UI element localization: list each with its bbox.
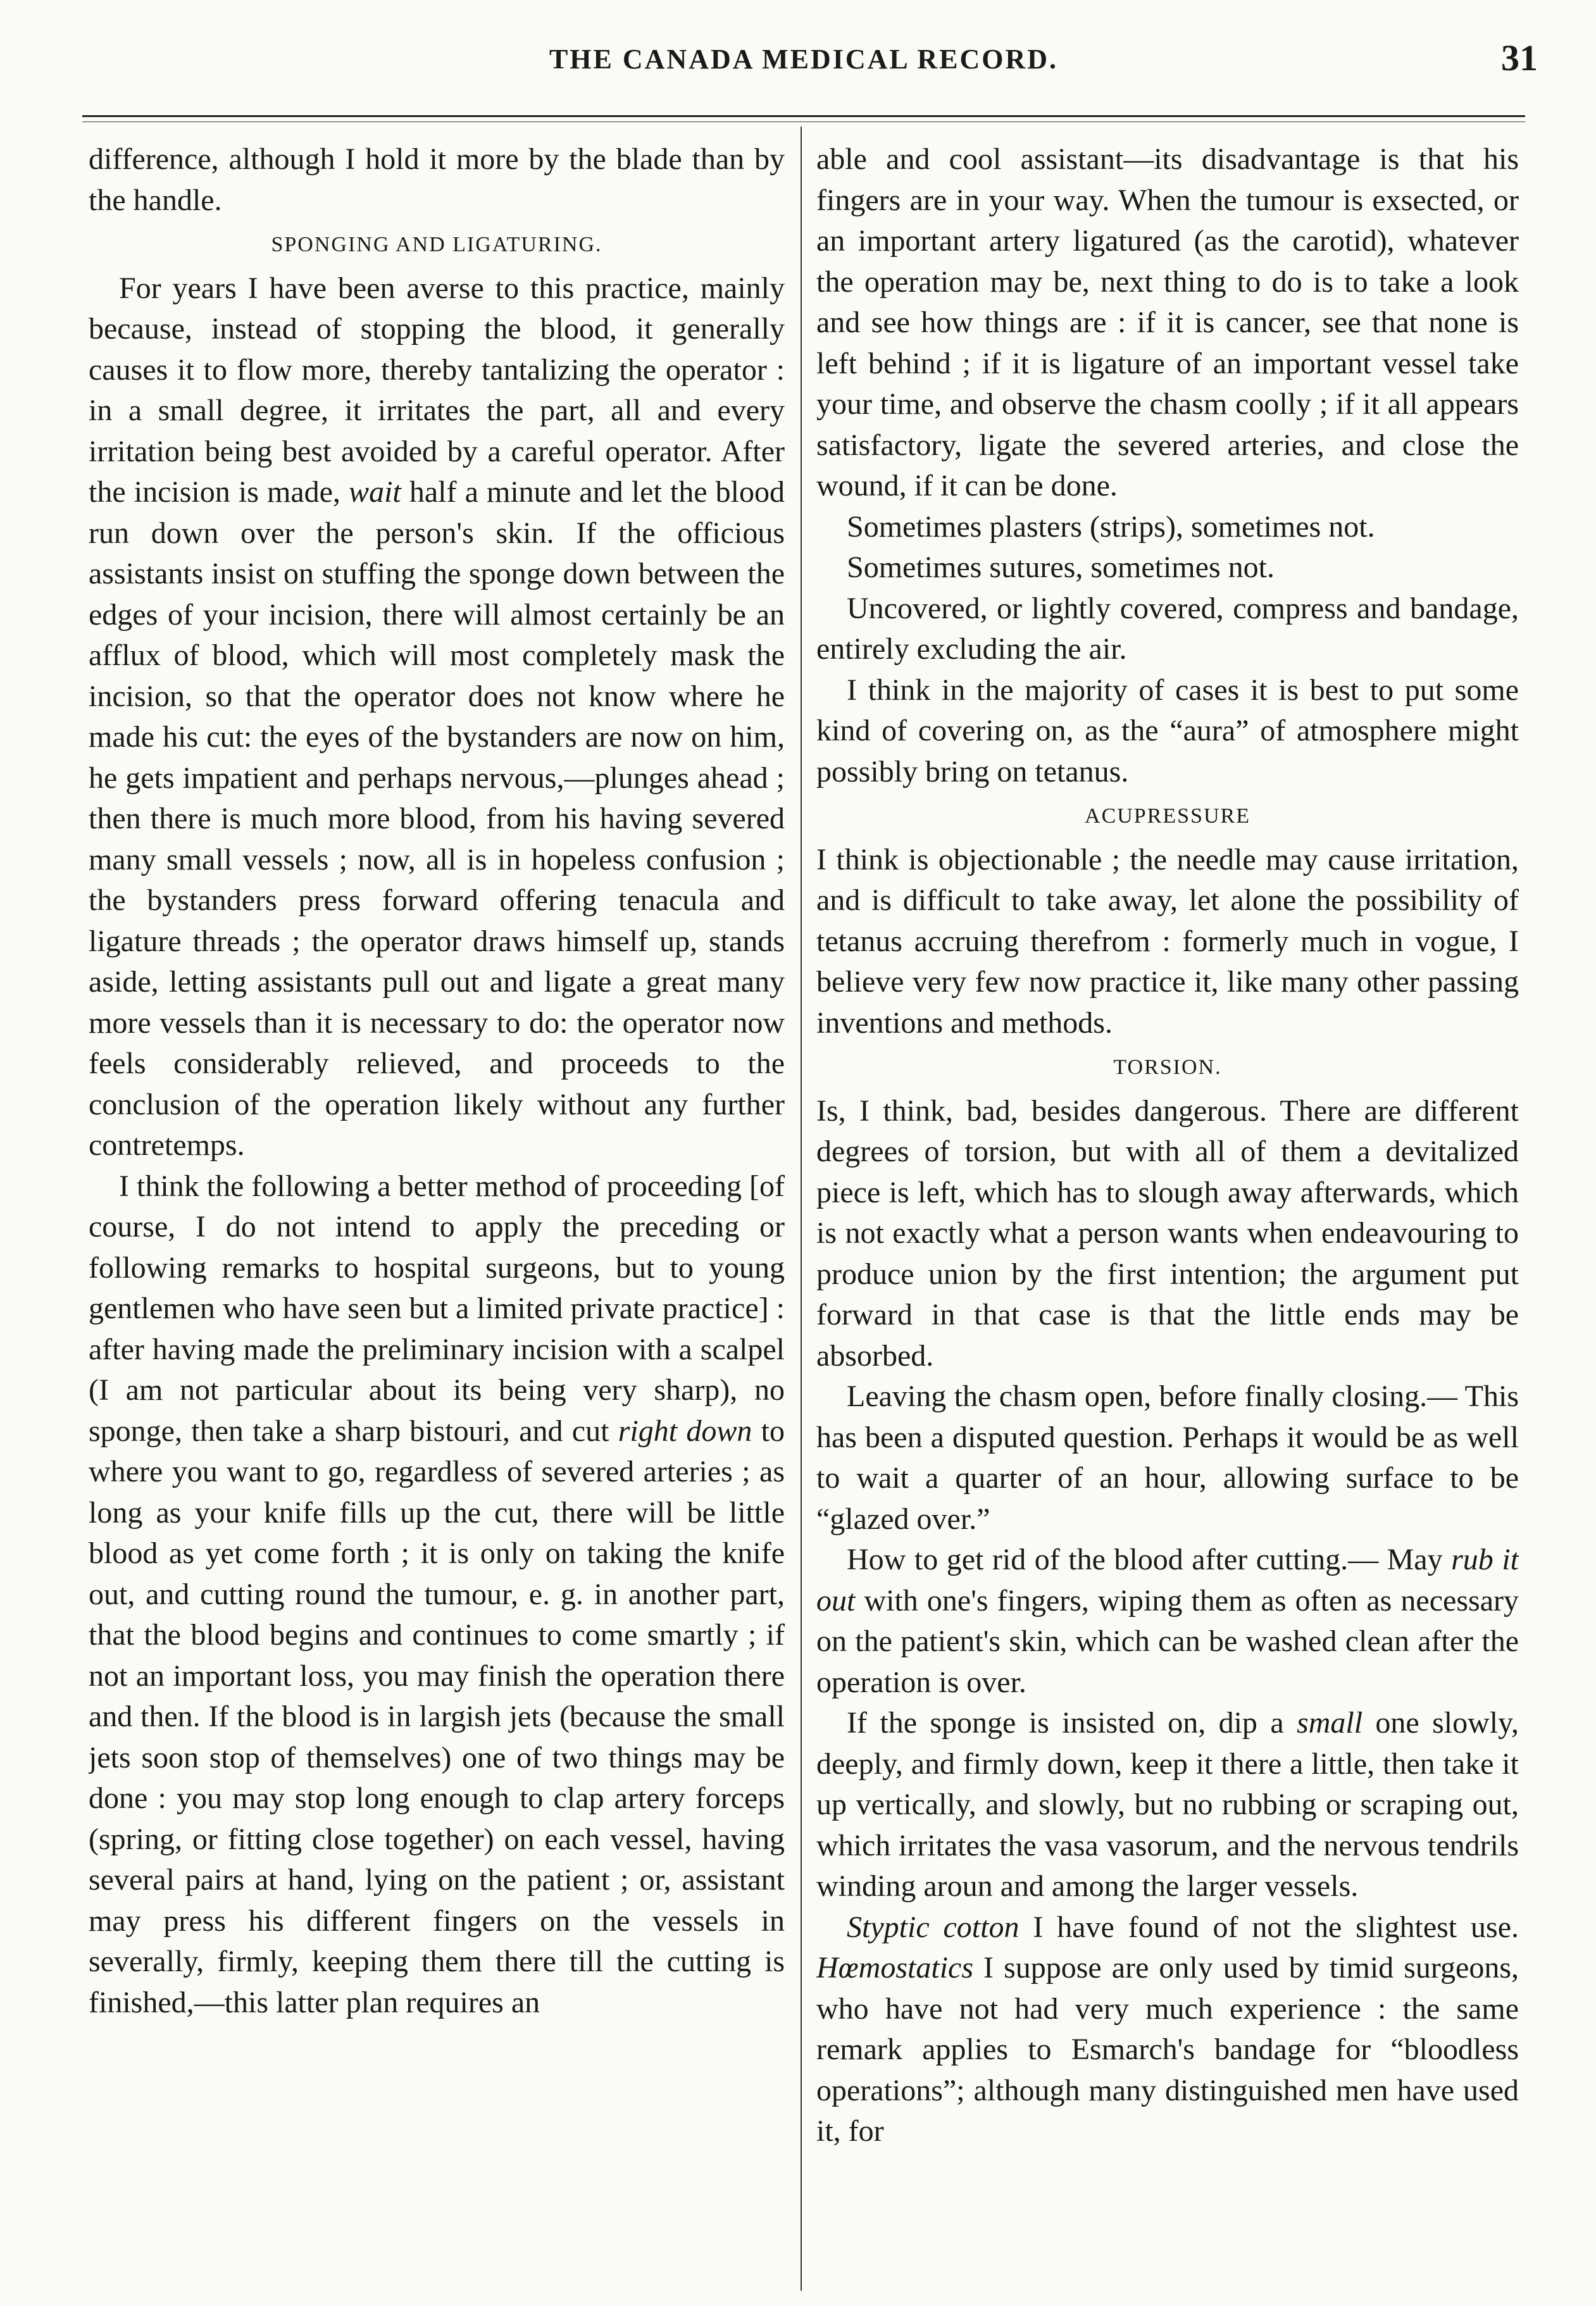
right-column — [816, 139, 1519, 2291]
emphasis: wait — [349, 475, 401, 509]
left-column — [89, 139, 785, 2291]
paragraph: difference, although I hold it more by the blade than by the handle. — [89, 142, 785, 217]
paragraph: Leaving the chasm open, before finally closing.— This has been a disputed question. Perhaps it would be as well to wait a quarter of an hour, allowing surface to be “glazed over.” — [816, 1380, 1519, 1536]
section-heading-acupressure: ACUPRESSURE — [1085, 804, 1250, 828]
paragraph: If the sponge is insisted on, dip a small one slowly, deeply, and firmly down, keep it there a little, then take it up vertically, and slowly, but no rubbing or scraping out, which irritates the vasa vasorum, and the nervous tendrils winding aroun and among the larger vessels. — [816, 1706, 1519, 1903]
header-rule — [82, 115, 1525, 117]
column-divider — [801, 127, 802, 2291]
running-header — [70, 25, 1538, 95]
paragraph: able and cool assistant—its disadvantage is that his fingers are in your way. When the tumour is exsected, or an important artery ligatured (as the carotid), whatever the operation may be, next thing to do is to take a look and see how things are : if it is cancer, see that none is left behind ; if it is ligature of an important vessel take your time, and observe the chasm coolly ; if it all appears satisfactory, ligate the severed arteries, and close the wound, if it can be done. — [816, 142, 1519, 502]
paragraph: How to get rid of the blood after cutting.— May rub it out with one's fingers, wiping them as often as necessary on the patient's skin, which can be washed clean after the operation is over. — [816, 1543, 1519, 1699]
paragraph: Styptic cotton I have found of not the slightest use. Hœmostatics I suppose are only used by timid surgeons, who have not had very much experience : the same remark applies to Esmarch's bandage for “bloodless operations”; although many distinguished men have used it, for — [816, 1910, 1519, 2148]
journal-title: THE CANADA MEDICAL RECORD. — [549, 44, 1059, 75]
paragraph: Sometimes plasters (strips), sometimes not. — [847, 509, 1375, 544]
section-heading-torsion: TORSION. — [1113, 1056, 1222, 1079]
paragraph: Uncovered, or lightly covered, compress and bandage, entirely excluding the air. — [816, 591, 1519, 666]
paragraph: I think is objectionable ; the needle may cause irritation, and is difficult to take away, let alone the possibility of tetanus accruing therefrom : formerly much in vogue, I believe very few now practice it, like many other passing inventions and methods. — [816, 842, 1519, 1040]
paragraph: Is, I think, bad, besides dangerous. There are different degrees of torsion, but with all of them a devitalized piece is left, which has to slough away afterwards, which is not exactly what a person wants when endeavouring to produce union by the first intention; the argument put forward in that case is that the little ends may be absorbed. — [816, 1094, 1519, 1373]
emphasis: Hœmostatics — [816, 1951, 974, 1985]
emphasis: right down — [618, 1414, 752, 1448]
paragraph: I think in the majority of cases it is best to put some kind of covering on, as the “aura” of atmosphere might possibly bring on tetanus. — [816, 673, 1519, 788]
section-heading-sponging: SPONGING AND LIGATURING. — [271, 233, 602, 256]
emphasis: rub it out — [816, 1543, 1519, 1617]
paragraph: I think the following a better method of proceeding [of course, I do not intend to apply the preceding or following remarks to hospital surgeons, but to young gentlemen who have seen but a limited private practice] : after having made the preliminary incision with a scalpel (I am not particular about its being very sharp), no sponge, then take a sharp bistouri, and cut right down to where you want to go, regardless of severed arteries ; as long as your knife fills up the cut, there will be little blood as yet come forth ; it is only on taking the knife out, and cutting round the tumour, e. g. in another part, that the blood begins and continues to come smartly ; if not an important loss, you may finish the operation there and then. If the blood is in largish jets (because the small jets soon stop of themselves) one of two things may be done : you may stop long enough to clap artery forceps (spring, or fitting close together) on each vessel, having several pairs at hand, lying on the patient ; or, assistant may press his different fingers on the vessels in severally, firmly, keeping them there till the cutting is finished,—this latter plan requires an — [89, 1169, 785, 2019]
emphasis: Styptic cotton — [847, 1910, 1019, 1944]
emphasis: small — [1297, 1706, 1363, 1740]
paragraph: Sometimes sutures, sometimes not. — [847, 551, 1275, 584]
page-number: 31 — [1501, 37, 1538, 78]
paragraph: For years I have been averse to this practice, mainly because, instead of stopping the blood, it generally causes it to flow more, thereby tantalizing the operator : in a small degree, it irritates the part, all and every irritation being best avoided by a careful operator. After the incision is made, wait half a minute and let the blood run down over the person's skin. If the officious assistants insist on stuffing the sponge down between the edges of your incision, there will almost certainly be an afflux of blood, which will most completely mask the incision, so that the operator does not know where he made his cut: the eyes of the bystanders are now on him, he gets impatient and perhaps nervous,—plunges ahead ; then there is much more blood, from his having severed many small vessels ; now, all is in hopeless confusion ; the bystanders press forward offering tenacula and ligature threads ; the operator draws himself up, stands aside, letting assistants pull out and ligate a great many more vessels than it is necessary to do: the operator now feels considerably relieved, and proceeds to the conclusion of the operation likely without any further contretemps. — [89, 271, 785, 1162]
